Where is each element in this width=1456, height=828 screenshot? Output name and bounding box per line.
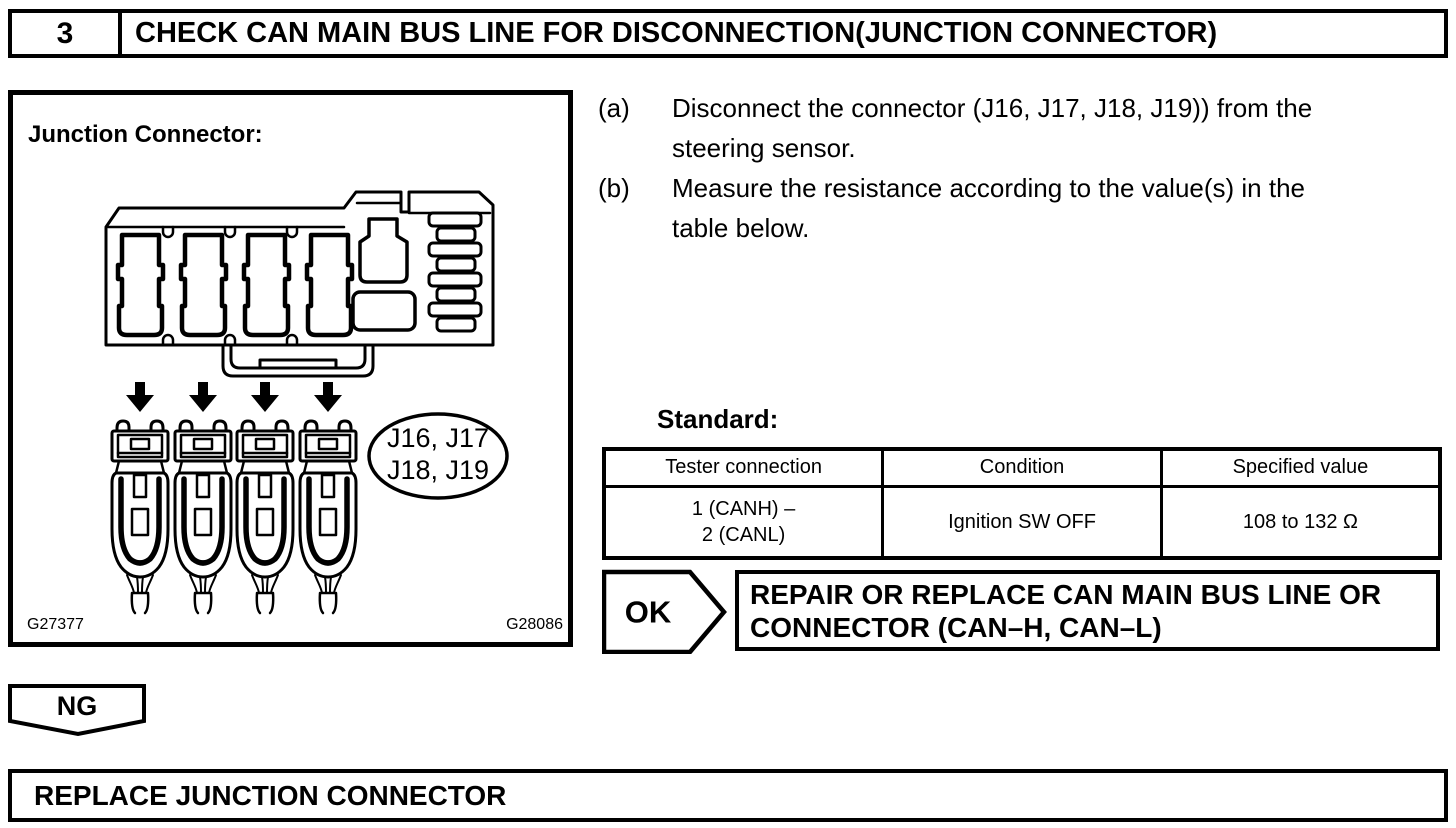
ok-pointer-label: OK (624, 594, 672, 630)
tester-connection-line2: 2 (CANL) (701, 523, 786, 546)
figure-title: Junction Connector: (28, 121, 263, 148)
step-b-text-line2: table below. (672, 213, 810, 243)
ng-result-bar (8, 769, 1448, 822)
cell-specified-value: 108 to 132 Ω (1161, 486, 1440, 558)
col-header-condition: Condition (883, 449, 1162, 486)
ok-pointer (602, 569, 728, 654)
ok-result-box (735, 570, 1440, 651)
down-arrows (126, 382, 342, 412)
col-header-tester-connection: Tester connection (604, 449, 883, 486)
figure-code-left: G27377 (27, 616, 84, 633)
table-row (604, 486, 1440, 558)
figure-box (8, 90, 573, 647)
step-a-text-line1: Disconnect the connector (J16, J17, J18, J19)) from the (672, 93, 1313, 123)
ng-pointer-label: NG (56, 691, 98, 721)
figure-code-right: G28086 (506, 616, 563, 633)
connector-ids-line2: J18, J19 (386, 455, 490, 485)
step-number: 3 (12, 13, 122, 54)
ok-result-line1: REPAIR OR REPLACE CAN MAIN BUS LINE OR (750, 578, 1382, 610)
step-header (8, 9, 1448, 58)
ok-result-line2: CONNECTOR (CAN–H, CAN–L) (750, 611, 1162, 643)
standard-heading: Standard: (657, 404, 779, 434)
instruction-steps (598, 88, 1450, 248)
step-b-label: (b) (598, 173, 630, 203)
step-title: CHECK CAN MAIN BUS LINE FOR DISCONNECTION(JUNCTION CONNECTOR) (135, 17, 1218, 49)
step-b (598, 168, 1450, 248)
step-a-text-line2: steering sensor. (672, 133, 856, 163)
col-header-specified-value: Specified value (1161, 449, 1440, 486)
cell-condition: Ignition SW OFF (883, 486, 1162, 558)
specification-table (602, 447, 1442, 560)
tester-connection-line1: 1 (CANH) – (691, 497, 796, 520)
cell-tester-connection (604, 486, 883, 558)
connector-ids-line1: J16, J17 (386, 423, 490, 453)
step-a (598, 88, 1450, 168)
ng-pointer (8, 683, 148, 738)
table-header-row (604, 449, 1440, 486)
step-a-label: (a) (598, 93, 630, 123)
step-b-text-line1: Measure the resistance according to the value(s) in the (672, 173, 1306, 203)
ng-result-label: REPLACE JUNCTION CONNECTOR (34, 779, 507, 811)
junction-connector-illustration (13, 95, 568, 642)
